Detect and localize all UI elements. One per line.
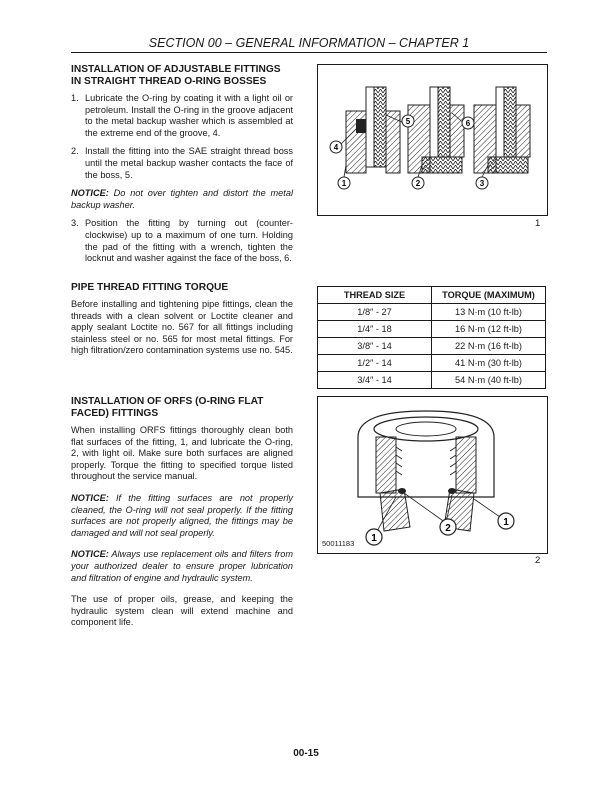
figure-number: 1 [535,218,541,229]
step-text: Position the fitting by turning out (counter-clockwise) up to a maximum of one turn. Holding the pad of the fitting with a wrench, tighten the locknut and washer against the face of the boss, 6. [85,218,293,264]
torque-table [317,286,546,389]
figure-number: 2 [535,555,541,566]
thread-size-cell: 3/4″ - 14 [318,372,432,389]
notice-text: If the fitting surfaces are not properly cleaned, the O-ring will not seal properly. If the fitting surfaces are not properly aligned, the fittings may be damaged and will not seal properly. [71,492,293,538]
notice [71,493,293,539]
paragraph: When installing ORFS fittings thoroughly clean both flat surfaces of the fitting, 1, and lubricate the O-ring, 2, with light oil. Make sure both surfaces are aligned properly. Torque the fitting to specified torque listed throughout the service manual. [71,425,293,482]
paragraph: Before installing and tightening pipe fittings, clean the threads with a clean solvent or Loctite cleaner and apply sealant Loctite no. 567 for all fittings including stainless steel or no. 565 for most metal fittings. For high filtration/zero contamination systems use no. 545. [71,299,293,356]
torque-cell: 22 N·m (16 ft-lb) [432,338,546,355]
steps-list [71,93,293,181]
table-row [318,338,546,355]
fitting-b [405,87,464,173]
callout-1 [338,177,350,189]
svg-text:2: 2 [415,179,421,188]
column-header: THREAD SIZE [318,287,432,304]
list-item [71,218,293,264]
thread-size-cell: 3/8″ - 14 [318,338,432,355]
notice-label: NOTICE: [71,549,109,560]
table-row [318,372,546,389]
callout-4 [330,141,342,153]
notice-label: NOTICE: [71,188,109,199]
svg-text:3: 3 [479,179,485,188]
notice-label: NOTICE: [71,492,109,503]
svg-text:4: 4 [333,143,339,152]
step-text: Lubricate the O-ring by coating it with a light oil or petroleum. Install the O-ring in the groove adjacent to the metal backup washer which is assembled at the extreme end of the groove, 4. [85,93,293,138]
table-row [318,321,546,338]
svg-text:6: 6 [465,119,471,128]
table-row [318,355,546,372]
step-text: Install the fitting into the SAE straight thread boss until the metal backup washer contacts the face of the boss, 5. [85,146,293,180]
table-row [318,304,546,321]
callout-6 [462,117,474,129]
svg-text:1: 1 [341,179,347,188]
page-header: SECTION 00 – GENERAL INFORMATION – CHAPTER 1 [71,36,547,53]
step-number: 2. [71,146,79,157]
orfs-fitting-diagram [318,397,547,553]
thread-size-cell: 1/8″ - 27 [318,304,432,321]
callout-1-left [366,529,382,545]
callout-5 [402,115,414,127]
thread-size-cell: 1/2″ - 14 [318,355,432,372]
svg-text:1: 1 [503,517,509,528]
section-pipe-thread [71,282,293,364]
fitting-c [474,87,530,173]
svg-text:1: 1 [371,533,377,544]
table-header-row [318,287,546,304]
section-adjustable-fittings [71,64,293,272]
section-orfs-fittings [71,396,293,636]
torque-cell: 16 N·m (12 ft-lb) [432,321,546,338]
paragraph: The use of proper oils, grease, and keeping the hydraulic system clean will extend machine and component life. [71,594,293,628]
figure-2 [317,396,548,554]
steps-list-continued [71,218,293,264]
torque-cell: 13 N·m (10 ft-lb) [432,304,546,321]
notice [71,188,293,211]
column-header: TORQUE (MAXIMUM) [432,287,546,304]
orings-boss-diagram [318,65,547,215]
part-number: 50011183 [322,539,355,548]
notice-text: Always use replacement oils and filters from your authorized dealer to ensure proper lubrication and filtration of engine and hydraulic system. [71,549,293,583]
callout-1-right [498,513,514,529]
notice [71,549,293,584]
section-heading: PIPE THREAD FITTING TORQUE [71,282,229,293]
section-heading: INSTALLATION OF ORFS (O-RING FLAT FACED) FITTINGS [71,396,264,419]
svg-text:5: 5 [405,117,411,126]
svg-text:2: 2 [445,523,451,534]
fitting-a [346,87,400,173]
section-heading: INSTALLATION OF ADJUSTABLE FITTINGS IN STRAIGHT THREAD O-RING BOSSES [71,64,281,87]
callout-3 [476,177,488,189]
step-number: 1. [71,93,79,103]
notice-text: Do not over tighten and distort the metal backup washer. [71,188,293,210]
list-item [71,146,293,181]
thread-size-cell: 1/4″ - 18 [318,321,432,338]
step-number: 3. [71,218,79,229]
page-number: 00-15 [293,748,319,759]
torque-cell: 41 N·m (30 ft-lb) [432,355,546,372]
callout-2 [440,519,456,535]
list-item [71,93,293,139]
torque-cell: 54 N·m (40 ft-lb) [432,372,546,389]
callout-2 [412,177,424,189]
figure-1 [317,64,548,216]
